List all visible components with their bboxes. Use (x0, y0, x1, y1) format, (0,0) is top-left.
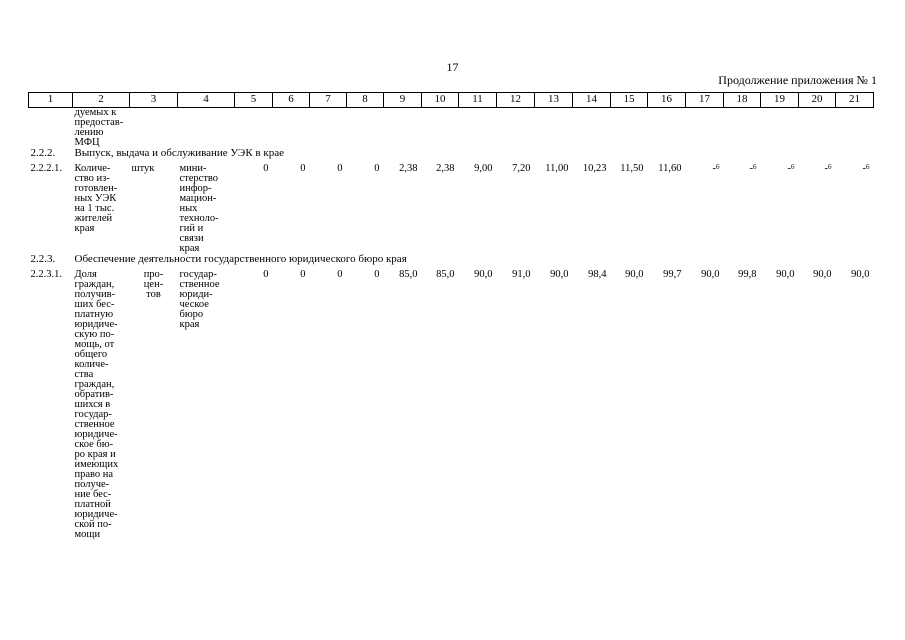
value-text: 0 (300, 163, 306, 174)
header-cell: 7 (310, 93, 347, 108)
value-cell (310, 264, 347, 540)
header-cell: 13 (535, 93, 573, 108)
header-cell: 5 (235, 93, 273, 108)
value-text: 98,4 (588, 269, 607, 280)
footnote-marker: 6 (753, 163, 757, 171)
row-indicator-name: Количе- ство из- готовлен- ных УЭК на 1 тыс. жителей края (74, 163, 118, 234)
value-text: 0 (300, 269, 306, 280)
value-text: 7,20 (512, 163, 531, 174)
value-cell (686, 264, 724, 540)
value-cell (384, 158, 422, 254)
value-text: 0 (337, 269, 343, 280)
value-text: 90,0 (474, 269, 493, 280)
value-text: 0 (263, 163, 269, 174)
value-text: 11,60 (658, 163, 682, 174)
value-cell (497, 264, 535, 540)
value-cell (686, 158, 724, 254)
carryover-row (29, 108, 874, 149)
value-cell (836, 158, 874, 254)
value-cell (535, 158, 573, 254)
value-text: 90,0 (625, 269, 644, 280)
footnote-marker: 6 (866, 163, 870, 171)
value-cell (611, 264, 648, 540)
value-cell (273, 158, 310, 254)
value-text: 90,0 (776, 269, 795, 280)
value-text: 90,0 (701, 269, 720, 280)
value-cell (384, 264, 422, 540)
header-cell: 12 (497, 93, 535, 108)
header-cell: 9 (384, 93, 422, 108)
value-cell (459, 158, 497, 254)
carryover-text: дуемых к предостав- лению МФЦ (74, 107, 124, 148)
value-cell (836, 264, 874, 540)
value-text: - (749, 163, 753, 174)
header-cell: 16 (648, 93, 686, 108)
value-text: 2,38 (436, 163, 455, 174)
row-responsible: государ- ственное юриди- ческое бюро края (179, 269, 220, 330)
value-cell (799, 158, 836, 254)
section-title: Выпуск, выдача и обслуживание УЭК в крае (74, 147, 284, 159)
value-cell (648, 158, 686, 254)
value-cell (648, 264, 686, 540)
value-cell (422, 158, 459, 254)
table-row-2-2-3-1 (29, 264, 874, 540)
value-cell (497, 158, 535, 254)
value-cell (573, 158, 611, 254)
value-text: 11,00 (545, 163, 569, 174)
header-cell: 17 (686, 93, 724, 108)
value-text: 85,0 (436, 269, 455, 280)
indicators-table (28, 92, 874, 540)
row-indicator-name: Доля граждан, получив- ших бес- платную юридиче- скую по- мощь, от общего количе- ства граждан, обратив- шихся в государ- ственное юридиче- ское бю- ро края и имеющих право на получе- ние бес- платной юридиче- ской по- мощи (74, 269, 119, 540)
row-unit: штук (131, 163, 155, 174)
value-text: 0 (263, 269, 269, 280)
value-cell (724, 158, 761, 254)
footnote-marker: 6 (828, 163, 832, 171)
row-code: 2.2.3.1. (30, 269, 62, 280)
value-text: 2,38 (399, 163, 418, 174)
value-cell (799, 264, 836, 540)
value-text: 0 (337, 163, 343, 174)
value-cell (535, 264, 573, 540)
header-cell: 6 (273, 93, 310, 108)
value-cell (347, 264, 384, 540)
header-cell: 10 (422, 93, 459, 108)
value-cell (459, 264, 497, 540)
header-cell: 3 (130, 93, 178, 108)
value-cell (573, 264, 611, 540)
value-text: 90,0 (813, 269, 832, 280)
value-text: 99,8 (738, 269, 757, 280)
header-cell: 18 (724, 93, 761, 108)
section-row-2-2-3 (29, 254, 874, 264)
value-text: 0 (374, 163, 380, 174)
value-text: - (862, 163, 866, 174)
value-text: 99,7 (663, 269, 682, 280)
header-cell: 21 (836, 93, 874, 108)
section-code: 2.2.2. (30, 147, 56, 159)
row-responsible: мини- стерство инфор- мацион- ных техноло- гий и связи края (179, 163, 219, 254)
section-title: Обеспечение деятельности государственного юридического бюро края (74, 253, 407, 265)
value-text: 90,0 (550, 269, 569, 280)
value-text: 91,0 (512, 269, 531, 280)
value-cell (235, 158, 273, 254)
value-cell (273, 264, 310, 540)
footnote-marker: 6 (791, 163, 795, 171)
value-text: 9,00 (474, 163, 493, 174)
value-cell (422, 264, 459, 540)
header-cell: 15 (611, 93, 648, 108)
value-text: 11,50 (620, 163, 644, 174)
value-text: - (824, 163, 828, 174)
header-cell: 19 (761, 93, 799, 108)
value-cell (235, 264, 273, 540)
header-cell: 11 (459, 93, 497, 108)
value-text: 0 (374, 269, 380, 280)
value-cell (347, 158, 384, 254)
header-cell: 14 (573, 93, 611, 108)
header-cell: 2 (73, 93, 130, 108)
value-text: - (787, 163, 791, 174)
row-unit: про- цен- тов (143, 269, 164, 300)
value-text: 10,23 (582, 163, 607, 174)
section-code: 2.2.3. (30, 253, 56, 265)
header-cell: 20 (799, 93, 836, 108)
value-cell (761, 264, 799, 540)
value-text: 90,0 (851, 269, 870, 280)
footnote-marker: 6 (716, 163, 720, 171)
page-number: 17 (446, 60, 459, 74)
header-cell: 1 (29, 93, 73, 108)
row-code: 2.2.2.1. (30, 163, 62, 174)
continuation-label: Продолжение приложения № 1 (718, 73, 877, 87)
value-cell (724, 264, 761, 540)
value-cell (310, 158, 347, 254)
value-text: 85,0 (399, 269, 418, 280)
value-cell (761, 158, 799, 254)
header-row (29, 93, 874, 108)
header-cell: 8 (347, 93, 384, 108)
value-text: - (712, 163, 716, 174)
value-cell (611, 158, 648, 254)
section-row-2-2-2 (29, 148, 874, 158)
header-cell: 4 (178, 93, 235, 108)
table-row-2-2-2-1 (29, 158, 874, 254)
